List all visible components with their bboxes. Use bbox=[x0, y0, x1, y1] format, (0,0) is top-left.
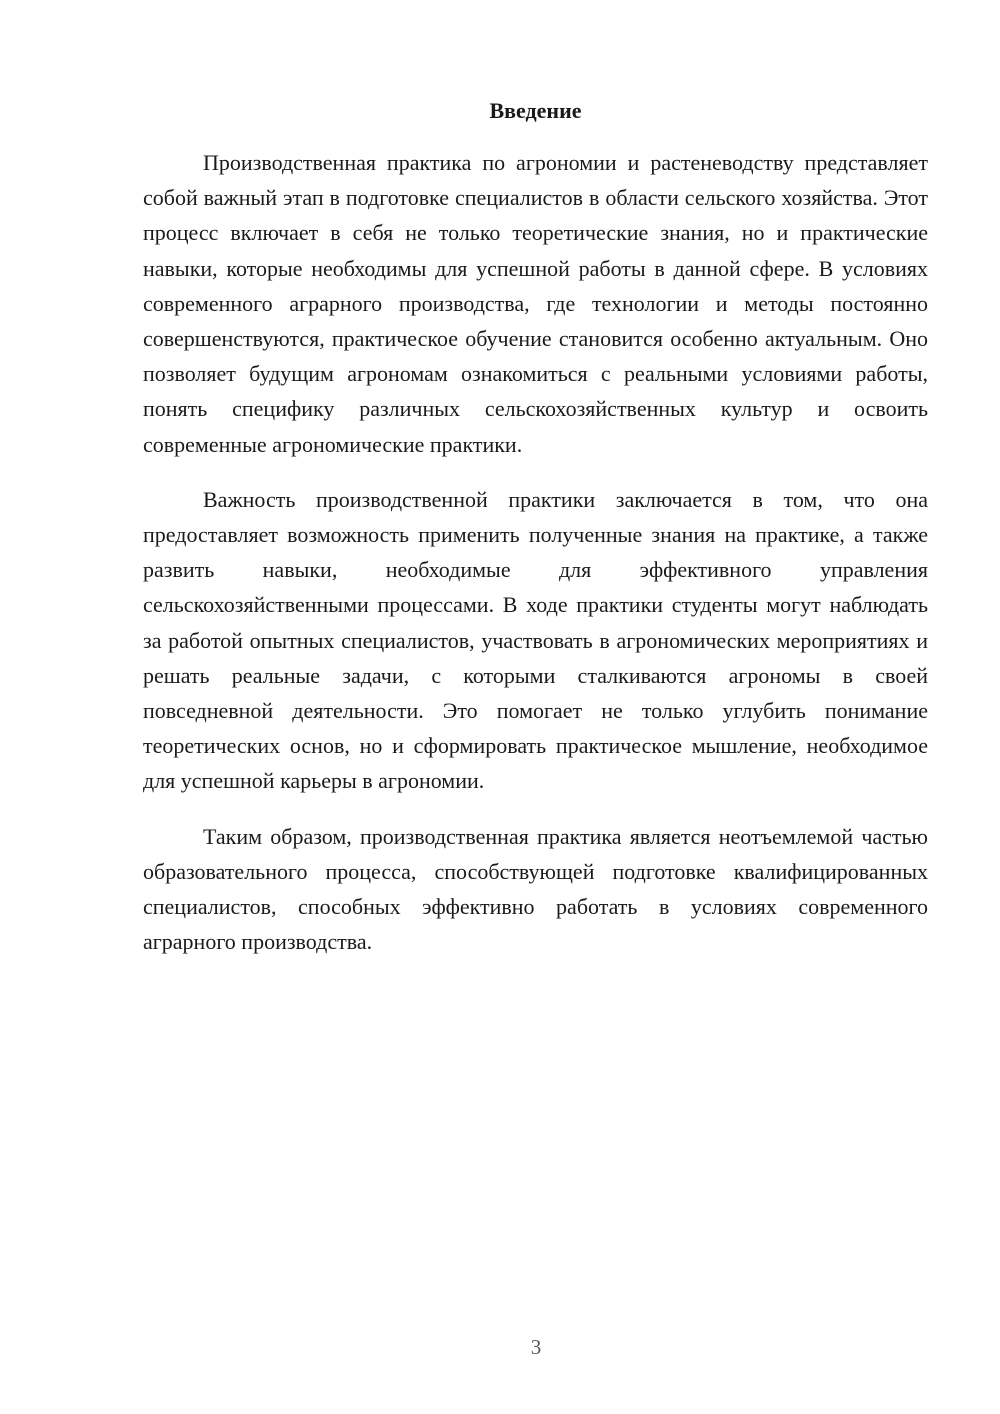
paragraph-1: Производственная практика по агрономии и растеневодству представляет собой важный этап в подготовке специалистов в области сельского хозяйства. Этот процесс включает в себя не только теоретические знания, но и практические навыки, которые необходимы для успешной работы в данной сфере. В условиях современного аграрного производства, где технологии и методы постоянно совершенствуются, практическое обучение становится особенно актуальным. Оно позволяет будущим агрономам ознакомиться с реальными условиями работы, понять специфику различных сельскохозяйственных культур и освоить современные агрономические практики. bbox=[143, 150, 928, 457]
paragraph-2: Важность производственной практики заключается в том, что она предоставляет возможность применить полученные знания на практике, а также развить навыки, необходимые для эффективного управления сельскохозяйственными процессами. В ходе практики студенты могут наблюдать за работой опытных специалистов, участвовать в агрономических мероприятиях и решать реальные задачи, с которыми сталкиваются агрономы в своей повседневной деятельности. Это помогает не только углубить понимание теоретических основ, но и сформировать практическое мышление, необходимое для успешной карьеры в агрономии. bbox=[143, 486, 928, 794]
section-title: Введение bbox=[489, 98, 582, 123]
page-content bbox=[143, 96, 928, 959]
paragraph-3: Таким образом, производственная практика является неотъемлемой частью образовательного процесса, способствующей подготовке квалифицированных специалистов, способных эффективно работать в условиях современного аграрного производства. bbox=[143, 823, 928, 955]
page-number: 3 bbox=[530, 1335, 542, 1359]
